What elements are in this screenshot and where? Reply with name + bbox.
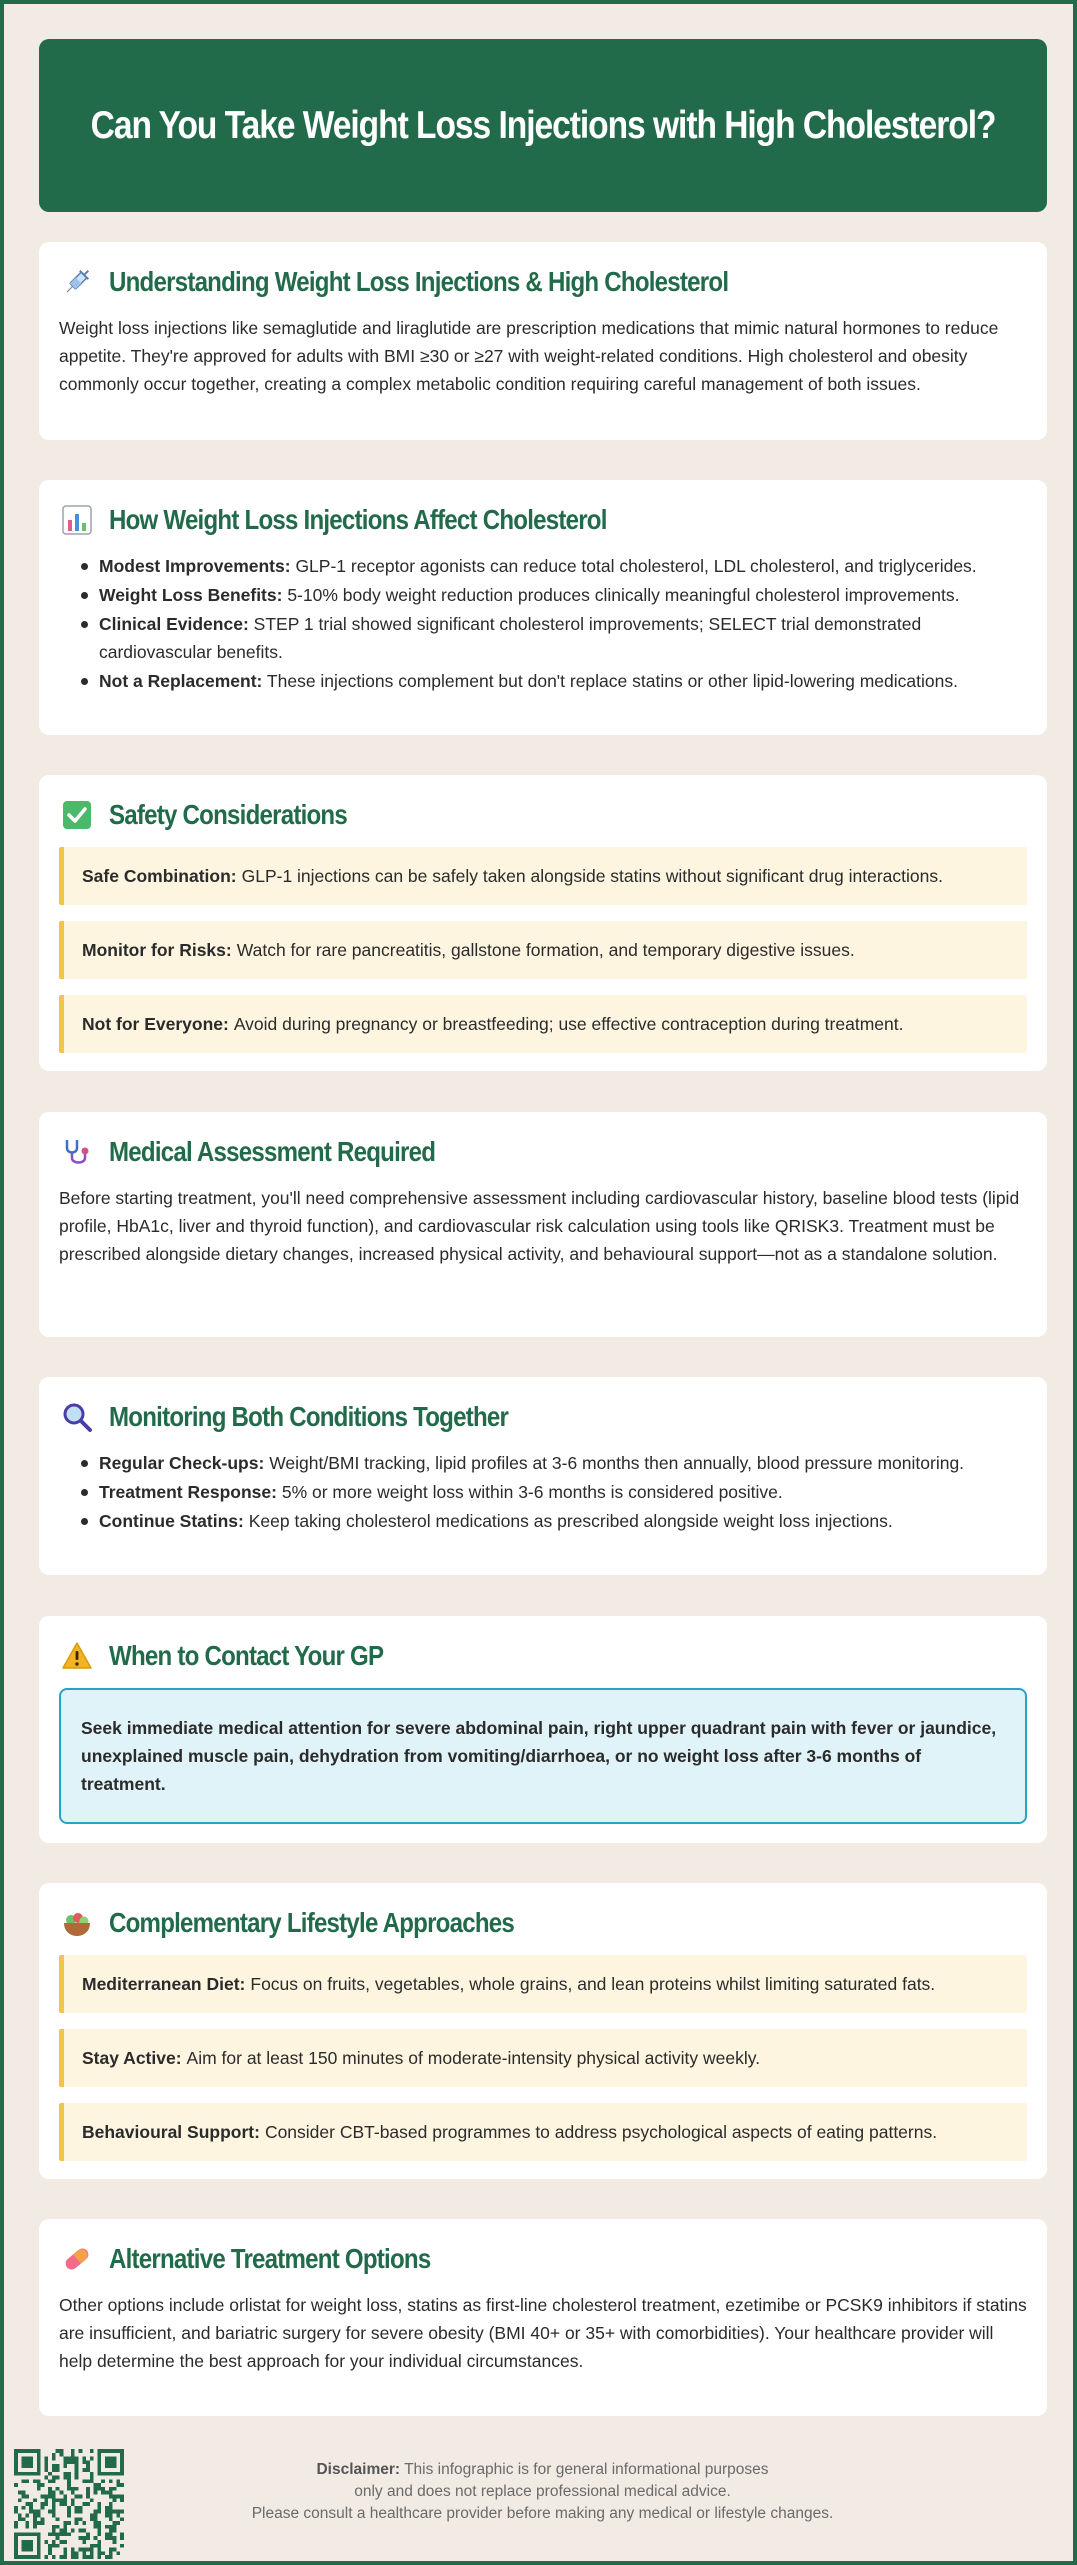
section-understanding (39, 242, 1047, 440)
disclaimer: Disclaimer: This infographic is for general informational purposes only and does not replace professional medical advice. Please consult a healthcare provider before making any medical or lifestyle changes. (251, 2461, 834, 2522)
section-text: Other options include orlistat for weight loss, statins as first-line cholesterol treatment, ezetimibe or PCSK9 inhibitors if statins are insufficient, and bariatric surgery for severe obesity (BMI 40+ or 35+ with comorbidities). Your healthcare provider will help determine the best approach for your individual circumstances. (59, 2295, 1027, 2371)
list-item: Not a Replacement: These injections complement but don't replace statins or other lipid-lowering medications. (79, 667, 1027, 695)
section-affect (39, 480, 1047, 735)
section-heading: Medical Assessment Required (109, 1136, 436, 1167)
note-box: Safe Combination: GLP-1 injections can be safely taken alongside statins without significant drug interactions. (59, 847, 1027, 905)
section-heading: How Weight Loss Injections Affect Cholesterol (109, 504, 607, 535)
list-item: Continue Statins: Keep taking cholesterol medications as prescribed alongside weight loss injections. (79, 1507, 1027, 1535)
section-heading: Safety Considerations (109, 799, 347, 830)
list-item: Regular Check-ups: Weight/BMI tracking, lipid profiles at 3-6 months then annually, blood pressure monitoring. (79, 1449, 1027, 1477)
qr-code-icon[interactable] (14, 2449, 124, 2559)
page-title: Can You Take Weight Loss Injections with High Cholesterol? (90, 103, 996, 147)
section-heading: Alternative Treatment Options (109, 2243, 431, 2274)
stethoscope-icon (59, 1134, 95, 1170)
section-contact (39, 1616, 1047, 1843)
list-item: Clinical Evidence: STEP 1 trial showed significant cholesterol improvements; SELECT trial demonstrated cardiovascular benefits. (79, 610, 1027, 666)
section-heading: Complementary Lifestyle Approaches (109, 1907, 515, 1938)
magnifying-glass-icon (59, 1399, 95, 1435)
title-banner (39, 39, 1047, 212)
footer (4, 2444, 1077, 2564)
bar-chart-icon (59, 502, 95, 538)
note-box: Monitor for Risks: Watch for rare pancreatitis, gallstone formation, and temporary digestive issues. (59, 921, 1027, 979)
list-item: Modest Improvements: GLP-1 receptor agonists can reduce total cholesterol, LDL cholesterol, and triglycerides. (79, 552, 1027, 580)
salad-bowl-icon (59, 1905, 95, 1941)
section-monitoring (39, 1377, 1047, 1575)
note-box: Not for Everyone: Avoid during pregnancy or breastfeeding; use effective contraception during treatment. (59, 995, 1027, 1053)
note-box: Stay Active: Aim for at least 150 minutes of moderate-intensity physical activity weekly. (59, 2029, 1027, 2087)
syringe-icon (59, 264, 95, 300)
section-text: Weight loss injections like semaglutide and liraglutide are prescription medications that mimic natural hormones to reduce appetite. They're approved for adults with BMI ≥30 or ≥27 with weight-related conditions. High cholesterol and obesity commonly occur together, creating a complex metabolic condition requiring careful management of both issues. (59, 318, 999, 394)
section-text: Before starting treatment, you'll need comprehensive assessment including cardiovascular history, baseline blood tests (lipid profile, HbA1c, liver and thyroid function), and cardiovascular risk calculation using tools like QRISK3. Treatment must be prescribed alongside dietary changes, increased physical activity, and behavioural support—not as a standalone solution. (59, 1188, 1020, 1264)
section-heading: Understanding Weight Loss Injections & High Cholesterol (109, 266, 729, 297)
section-alternatives (39, 2219, 1047, 2416)
bullet-list (59, 552, 1027, 695)
section-lifestyle (39, 1883, 1047, 2179)
section-heading: Monitoring Both Conditions Together (109, 1401, 509, 1432)
alert-box: Seek immediate medical attention for severe abdominal pain, right upper quadrant pain with fever or jaundice, unexplained muscle pain, dehydration from vomiting/diarrhoea, or no weight loss after 3-6 months of treatment. (59, 1688, 1027, 1824)
list-item: Weight Loss Benefits: 5-10% body weight reduction produces clinically meaningful cholesterol improvements. (79, 581, 1027, 609)
pill-icon (59, 2241, 95, 2277)
section-heading: When to Contact Your GP (109, 1640, 384, 1671)
warning-icon (59, 1638, 95, 1674)
check-mark-icon (59, 797, 95, 833)
note-box: Mediterranean Diet: Focus on fruits, vegetables, whole grains, and lean proteins whilst limiting saturated fats. (59, 1955, 1027, 2013)
bullet-list (59, 1449, 1027, 1535)
section-safety (39, 775, 1047, 1071)
section-assessment (39, 1112, 1047, 1337)
note-box: Behavioural Support: Consider CBT-based programmes to address psychological aspects of eating patterns. (59, 2103, 1027, 2161)
list-item: Treatment Response: 5% or more weight loss within 3-6 months is considered positive. (79, 1478, 1027, 1506)
